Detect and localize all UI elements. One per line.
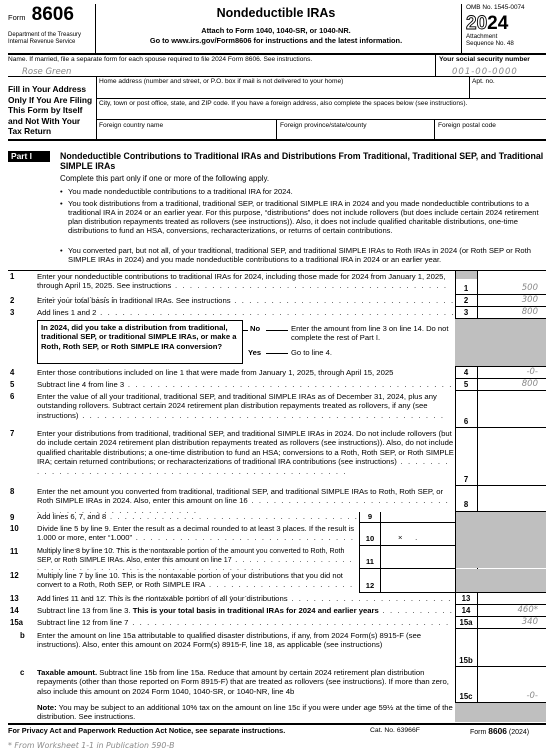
irs-text: Internal Revenue Service xyxy=(8,39,76,46)
answer-yes-text: Go to line 4. xyxy=(291,348,332,357)
line-11-box-number: 11 xyxy=(365,557,375,566)
line-5-text: Subtract line 4 from line 3 . . . xyxy=(37,380,454,389)
form-reference: Form 8606 (2024) xyxy=(470,726,530,736)
department-text: Department of the Treasury xyxy=(8,32,82,39)
line-3-amount[interactable]: 800 xyxy=(521,307,538,317)
attachment-label: Attachment xyxy=(466,32,498,40)
line-8-box-number: 8 xyxy=(463,500,469,509)
line-6-box-number: 6 xyxy=(463,417,469,426)
apt-label: Apt. no. xyxy=(472,78,495,85)
distribution-question: In 2024, did you take a distribution from traditional, traditional SEP, or traditional SIMPLE IRAs, or make a Roth, Roth SEP, or Roth SIMPLE IRA conversion? xyxy=(41,323,237,351)
privacy-notice: For Privacy Act and Paperwork Reduction Act Notice, see separate instructions. xyxy=(8,726,286,735)
line-1-amount[interactable]: 500 xyxy=(521,283,538,293)
line-15b-text: Enter the amount on line 15a attributable to qualified disaster distributions, if any, from 2024 Form(s) 8915-F (see instructions). Also, enter this amount on 2024 Form(s) 8915-F, line 18, as applicable (see instructions) xyxy=(37,631,422,650)
line-9-box-number: 9 xyxy=(367,512,373,521)
form-header xyxy=(8,4,544,54)
line-9-amount[interactable] xyxy=(382,513,454,522)
part1-title: Nondeductible Contributions to Traditional IRAs and Distributions From Traditional, Traditional SEP, and Traditional SIMPLE IRAs xyxy=(60,151,544,172)
sequence-number: Sequence No. 48 xyxy=(466,39,514,47)
tax-year-suffix: 24 xyxy=(487,12,509,34)
line-3-box-number: 3 xyxy=(463,308,469,317)
part1-bullet-1: • You made nondeductible contributions to a traditional IRA for 2024. xyxy=(60,187,293,196)
name-field[interactable]: Rose Green xyxy=(22,67,72,77)
line-2-box-number: 2 xyxy=(463,296,469,305)
line-2-amount[interactable]: 300 xyxy=(521,295,538,305)
line-12-amount[interactable] xyxy=(382,581,454,590)
part1-bullet-2: • You took distributions from a traditional, traditional SEP, or traditional SIMPLE IRA in 2024 and you made nondeductible contributions to a traditional IRA in 2024 or an earlier year. For this purpose, “distributions” does not include rollovers (but does include certain 2024 retirement plan distribution repayments treated as rollovers (see instructions)). Also, it does not include qualified charitable distributions, one-time distributions to fund an HSA, conversions, recharacterizations, or returns of certain contributions. xyxy=(60,199,539,236)
line-11-text: Multiply line 8 by line 10. This is the nontaxable portion of the amount you converted to Roth, Roth SEP, or Roth SIMPLE IRAs. Also, enter this amount on line 17 . . . xyxy=(37,547,357,573)
line-12-box-number: 12 xyxy=(365,581,375,590)
foreign-province-label: Foreign province/state/county xyxy=(280,122,367,129)
line-2-text: Enter your total basis in traditional IRAs. See instructions . . . xyxy=(37,296,454,305)
line-4-amount[interactable]: -0- xyxy=(526,367,538,377)
form-number: 8606 xyxy=(31,4,74,25)
line-6-text: Enter the value of all your traditional, traditional SEP, and traditional SIMPLE IRAs as of December 31, 2024, plus any outstanding rollovers. Subtract certain 2024 retirement plan distribution repayments treated as rollovers, if any (see instructions) . . . xyxy=(37,392,454,420)
line-5-amount[interactable]: 800 xyxy=(521,379,538,389)
line-1-text: Enter your nondeductible contributions to traditional IRAs for 2024, including those made for 2024 from January 1, 2025, through April 15, 2025. See instructions . . . xyxy=(37,272,454,300)
part1-tag: Part I xyxy=(8,151,50,162)
line-4-box-number: 4 xyxy=(463,368,469,377)
shaded-q-area xyxy=(455,318,546,366)
line-9-text: Add lines 6, 7, and 8 . . . xyxy=(37,513,357,522)
foreign-country-field[interactable] xyxy=(97,130,275,139)
line-15a-amount[interactable]: 340 xyxy=(521,617,538,627)
line-1-box-number: 1 xyxy=(463,284,469,293)
form-number-block xyxy=(8,4,98,47)
line-14-box-number: 14 xyxy=(461,606,471,615)
answer-no-text: Enter the amount from line 3 on line 14. Do not complete the rest of Part I. xyxy=(291,324,449,342)
foreign-postal-label: Foreign postal code xyxy=(438,122,496,129)
line-15c-note: Note: You may be subject to an additional 10% tax on the amount on line 15c if you were under age 59½ at the time of the distribution. See instructions. xyxy=(37,703,453,722)
answer-yes-label: Yes xyxy=(248,348,262,357)
line-10-amount[interactable]: × . xyxy=(398,533,418,542)
line-15b-box-number: 15b xyxy=(459,656,473,665)
foreign-province-field[interactable] xyxy=(277,130,433,139)
answer-no-label: No xyxy=(250,324,261,333)
line-8-text: Enter the net amount you converted from traditional, traditional SEP, and traditional SIMPLE IRAs to Roth, Roth SEP, or Roth SIMPLE IRAs in 2024. Also, enter this amount on line 16 . . . xyxy=(37,487,454,515)
ssn-label: Your social security number xyxy=(439,56,530,63)
line-15a-text: Subtract line 12 from line 7 . . . xyxy=(37,618,454,627)
city-field[interactable] xyxy=(97,108,545,118)
line-3-text: Add lines 1 and 2 . . . xyxy=(37,308,454,317)
part1-intro: Complete this part only if one or more of the following apply. xyxy=(60,174,270,183)
name-label: Name. If married, file a separate form for each spouse required to file 2024 Form 8606. See instructions. xyxy=(8,56,313,63)
shaded-12-gutter xyxy=(456,569,546,592)
omb-number: OMB No. 1545-0074 xyxy=(466,4,525,11)
line-7-box-number: 7 xyxy=(463,475,469,484)
line-13-text: Add lines 11 and 12. This is the nontaxable portion of all your distributions . . . xyxy=(37,594,454,603)
line-11-amount[interactable] xyxy=(382,557,454,566)
line-14-amount[interactable]: 460* xyxy=(517,605,538,615)
ssn-field[interactable]: 001-00-0000 xyxy=(452,67,518,77)
distribution-question-box xyxy=(37,320,243,364)
home-address-label: Home address (number and street, or P.O. box if mail is not delivered to your home) xyxy=(99,78,344,85)
omb-block xyxy=(466,4,544,47)
title-block xyxy=(104,6,448,46)
home-address-field[interactable] xyxy=(97,86,468,97)
line-7-text: Enter your distributions from traditional, traditional SEP, and traditional SIMPLE IRAs in 2024. Do not include rollovers (but do include certain 2024 retirement plan distribution repayments treated as rollovers (see instructions)). Also, do not include qualified charitable distributions; a one-time distribution to fund an HSA; conversions to a Roth, Roth SEP, or Roth SIMPLE IRA; certain returned contributions; or recharacterizations of traditional IRA contributions (see instructions) . . . xyxy=(37,429,454,476)
tax-year xyxy=(466,14,544,33)
shaded-9-12-area xyxy=(455,512,546,568)
line-5-box-number: 5 xyxy=(463,380,469,389)
worksheet-note: * From Worksheet 1-1 in Publication 590-B xyxy=(8,741,175,750)
line-15c-amount[interactable]: -0- xyxy=(526,691,538,701)
tax-year-prefix: 20 xyxy=(466,12,488,34)
line-15c-text: Taxable amount. Subtract line 15b from line 15a. Reduce that amount by certain 2024 retirement plan distribution repayments (other than those reported on Form 8915-F) that are treated as rollovers (see instructions). If more than zero, also include this amount on 2024 Form 1040, 1040-SR, or 1040-NR, line 4b xyxy=(37,668,449,696)
line-15a-box-number: 15a xyxy=(459,618,473,627)
shaded-note-area xyxy=(455,702,546,722)
form-goto: Go to www.irs.gov/Form8606 for instructions and the latest information. xyxy=(149,36,403,46)
line-14-text: Subtract line 13 from line 3. This is your total basis in traditional IRAs for 2024 and earlier years . . . xyxy=(37,606,454,615)
form-title: Nondeductible IRAs xyxy=(216,6,336,20)
fill-in-instruction: Fill in Your Address Only If You Are Filing This Form by Itself and Not With Your Tax Return xyxy=(8,84,93,137)
line-15c-box-number: 15c xyxy=(459,692,473,701)
apt-field[interactable] xyxy=(470,86,546,97)
line-12-text: Multiply line 7 by line 10. This is the nontaxable portion of your distributions that you did not convert to a Roth, Roth SEP, or Roth SIMPLE IRA . . . xyxy=(37,571,357,599)
catalog-number: Cat. No. 63966F xyxy=(370,727,420,734)
foreign-postal-field[interactable] xyxy=(435,130,545,139)
line-10-box-number: 10 xyxy=(365,534,375,543)
foreign-country-label: Foreign country name xyxy=(99,122,164,129)
shaded-column-1-3 xyxy=(455,271,477,279)
part1-bullet-3: • You converted part, but not all, of your traditional, traditional SEP, and traditional SIMPLE IRAs to Roth IRAs in 2024 (or Roth SEP or Roth SIMPLE IRAs in 2024) and you made nondeductible contributions to a traditional IRA in 2024 or an earlier year. xyxy=(60,246,531,265)
form-label: Form xyxy=(8,13,26,22)
line-4-text: Enter those contributions included on line 1 that were made from January 1, 2025, through April 15, 2025 xyxy=(37,368,394,377)
line-10-text: Divide line 5 by line 9. Enter the result as a decimal rounded to at least 3 places. If the result is 1.000 or more, enter “1.000” . . . xyxy=(37,524,357,552)
city-label: City, town or post office, state, and ZIP code. If you have a foreign address, also complete the spaces below (see instructions). xyxy=(99,100,468,107)
line-13-box-number: 13 xyxy=(461,594,471,603)
form-subtitle: Attach to Form 1040, 1040-SR, or 1040-NR. xyxy=(201,25,351,35)
